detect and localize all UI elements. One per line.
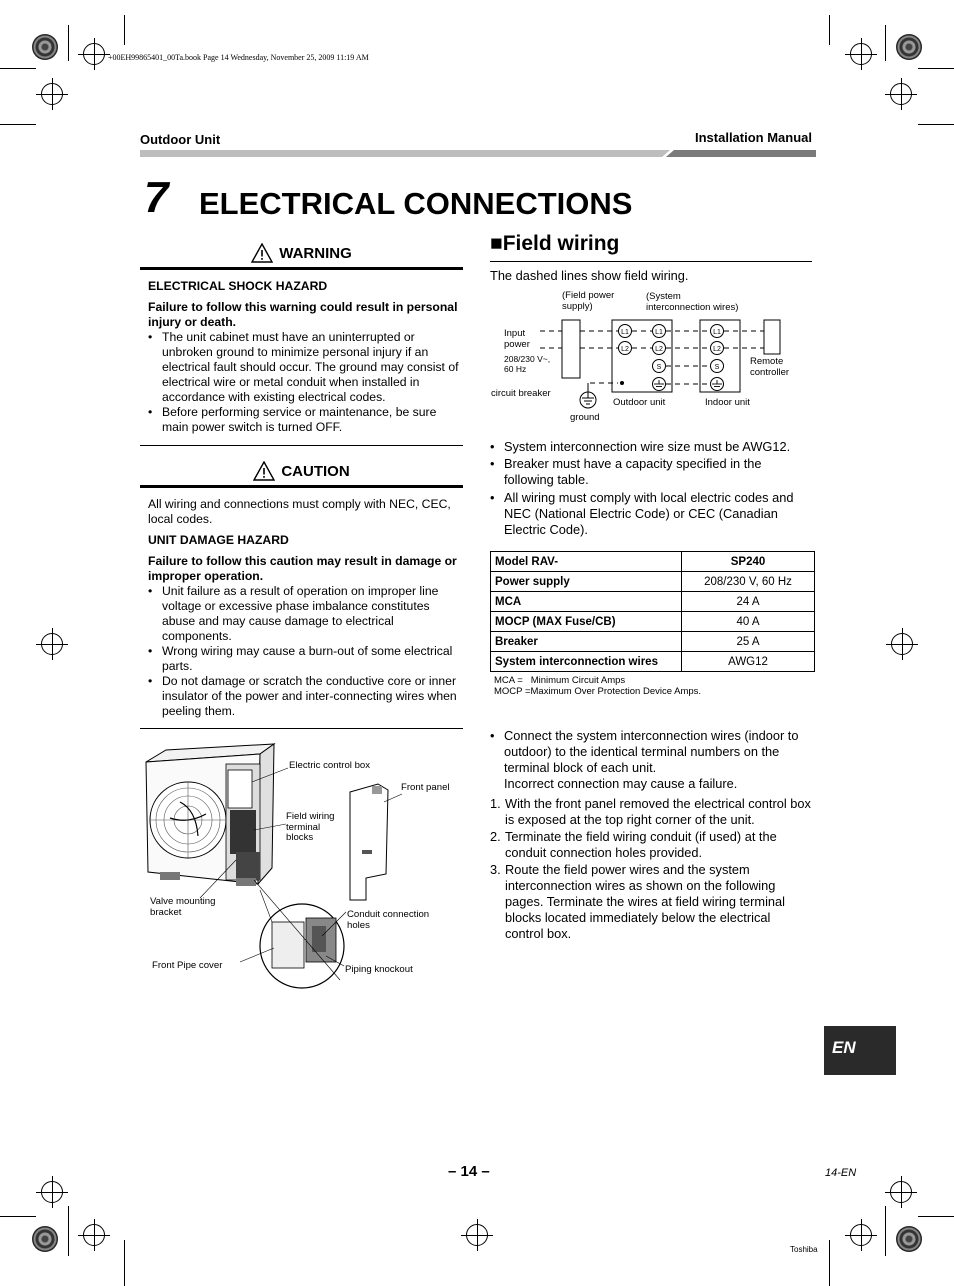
table-cell: Breaker bbox=[491, 632, 682, 652]
field-wiring-intro: The dashed lines show field wiring. bbox=[490, 268, 689, 283]
terminal-outdoor-mid-l2: L2 bbox=[655, 346, 663, 353]
step-text: With the front panel removed the electrical control box is exposed at the top right corner of the unit. bbox=[505, 796, 811, 827]
square-bullet-icon: ■ bbox=[490, 232, 503, 255]
label-system-interconnection: (System interconnection wires) bbox=[646, 291, 739, 313]
warning-box bbox=[140, 241, 463, 446]
label-piping-knockout: Piping knockout bbox=[345, 964, 413, 975]
language-tab-label: EN bbox=[832, 1038, 856, 1057]
terminal-indoor-s: S bbox=[714, 364, 720, 371]
caution-triangle-icon bbox=[253, 461, 275, 481]
label-indoor-unit: Indoor unit bbox=[705, 397, 750, 408]
header-left: Outdoor Unit bbox=[140, 132, 221, 147]
terminal-outdoor-l1: L1 bbox=[621, 329, 629, 336]
label-valve-mounting-bracket: Valve mounting bracket bbox=[150, 896, 216, 918]
bullet-item: • Connect the system interconnection wires (indoor to outdoor) to the identical terminal numbers on the terminal block of each unit. Incorrect connection may cause a failure. bbox=[490, 728, 812, 792]
connect-bullet bbox=[490, 712, 812, 808]
page-number: – 14 – bbox=[448, 1163, 490, 1180]
field-wiring-bullets bbox=[490, 439, 812, 538]
table-cell: 40 A bbox=[682, 612, 815, 632]
table-cell: AWG12 bbox=[682, 652, 815, 672]
table-row bbox=[491, 612, 815, 632]
label-field-power-supply: (Field power supply) bbox=[562, 290, 615, 312]
table-cell: MOCP (MAX Fuse/CB) bbox=[491, 612, 682, 632]
step-item: 3. Route the field power wires and the system interconnection wires as shown on the following pages. Terminate the wires at field wiring terminal blocks located immediately below the electrical control box. bbox=[490, 862, 786, 941]
table-cell: System interconnection wires bbox=[491, 652, 682, 672]
step-item: 2. Terminate the field wiring conduit (if used) at the conduit connection holes provided. bbox=[490, 829, 777, 860]
table-header-cell: SP240 bbox=[682, 552, 815, 572]
book-info-line: +00EH99865401_00Ta.book Page 14 Wednesday, November 25, 2009 11:19 AM bbox=[108, 53, 369, 62]
table-row bbox=[491, 552, 815, 572]
registration-mark-icon bbox=[850, 1224, 872, 1246]
registration-mark-icon bbox=[41, 83, 63, 105]
language-tab bbox=[824, 1026, 896, 1075]
warning-bullet: • The unit cabinet must have an uninterrupted or unbroken ground to minimize personal injury if an electrical fault should occur. The ground may consist of electrical wire or metal conduit when installed in accordance with existing electrical codes. bbox=[148, 330, 463, 405]
table-row bbox=[491, 652, 815, 672]
registration-rose-icon bbox=[896, 34, 922, 60]
registration-mark-icon bbox=[890, 83, 912, 105]
registration-mark-icon bbox=[83, 1224, 105, 1246]
terminal-outdoor-mid-s: S bbox=[656, 364, 662, 371]
steps-list bbox=[490, 796, 812, 942]
registration-mark-icon bbox=[41, 1181, 63, 1203]
page-code: 14-EN bbox=[825, 1167, 857, 1179]
registration-mark-icon bbox=[890, 1181, 912, 1203]
step-text: Terminate the field wiring conduit (if used) at the conduit connection holes provided. bbox=[505, 829, 777, 860]
registration-mark-icon bbox=[891, 633, 913, 655]
label-outdoor-unit: Outdoor unit bbox=[613, 397, 666, 408]
caution-hazard: UNIT DAMAGE HAZARD bbox=[148, 533, 289, 547]
bullet-item: • Breaker must have a capacity specified in the following table. bbox=[490, 456, 812, 488]
caution-bullet: • Do not damage or scratch the conductive core or inner insulator of the power and inter-connecting wires when peeling them. bbox=[148, 674, 463, 719]
step-item: 1. With the front panel removed the electrical control box is exposed at the top right corner of the unit. bbox=[490, 796, 811, 827]
warning-heading-label: WARNING bbox=[279, 244, 352, 262]
registration-mark-icon bbox=[466, 1224, 488, 1246]
table-note: MOCP =Maximum Over Protection Device Amps. bbox=[494, 686, 702, 697]
table-row bbox=[491, 592, 815, 612]
bullet-item: • System interconnection wire size must be AWG12. bbox=[490, 439, 812, 455]
outdoor-unit-figure bbox=[140, 740, 470, 990]
label-conduit-connection-holes: Conduit connection holes bbox=[347, 909, 430, 931]
table-row bbox=[491, 632, 815, 652]
field-wiring-title: Field wiring bbox=[502, 232, 620, 255]
registration-mark-icon bbox=[850, 43, 872, 65]
field-wiring-rule bbox=[490, 261, 812, 262]
warning-consequence: Failure to follow this warning could result in personal injury or death. bbox=[148, 300, 458, 329]
caution-bullet: • Wrong wiring may cause a burn-out of some electrical parts. bbox=[148, 644, 463, 674]
warning-hazard: ELECTRICAL SHOCK HAZARD bbox=[148, 279, 328, 293]
registration-rose-icon bbox=[32, 1226, 58, 1252]
chapter-number: 7 bbox=[144, 173, 169, 222]
brand-name: Toshiba bbox=[790, 1245, 818, 1254]
label-electric-control-box: Electric control box bbox=[289, 760, 371, 771]
warning-heading bbox=[140, 241, 463, 265]
label-input-power: Input power bbox=[504, 328, 530, 350]
label-ground: ground bbox=[570, 412, 600, 423]
label-voltage: 208/230 V~, 60 Hz bbox=[504, 354, 551, 374]
spec-table bbox=[490, 551, 815, 672]
registration-mark-icon bbox=[83, 43, 105, 65]
caution-bullet: • Unit failure as a result of operation on improper line voltage or excessive phase imbalance constitutes abuse and may cause damage to electrical components. bbox=[148, 584, 463, 644]
registration-rose-icon bbox=[896, 1226, 922, 1252]
table-row bbox=[491, 572, 815, 592]
table-cell: 25 A bbox=[682, 632, 815, 652]
label-field-wiring-terminal-blocks: Field wiring terminal blocks bbox=[286, 811, 335, 843]
terminal-indoor-l2: L2 bbox=[713, 346, 721, 353]
registration-mark-icon bbox=[41, 633, 63, 655]
registration-rose-icon bbox=[32, 34, 58, 60]
terminal-outdoor-l2: L2 bbox=[621, 346, 629, 353]
caution-heading bbox=[140, 459, 463, 483]
caution-consequence: Failure to follow this caution may result in damage or improper operation. bbox=[148, 554, 457, 583]
header-right: Installation Manual bbox=[694, 130, 812, 145]
terminal-indoor-l1: L1 bbox=[713, 329, 721, 336]
chapter-title: ELECTRICAL CONNECTIONS bbox=[199, 186, 633, 221]
warning-triangle-icon bbox=[251, 243, 273, 263]
bullet-item: • All wiring must comply with local electric codes and NEC (National Electric Code) or CEC (Canadian Electric Code). bbox=[490, 490, 812, 538]
step-text: Route the field power wires and the system interconnection wires as shown on the following pages. Terminate the wires at field wiring terminal blocks located immediately below the electrical control box. bbox=[505, 862, 786, 941]
terminal-outdoor-mid-l1: L1 bbox=[655, 329, 663, 336]
label-remote-controller: Remote controller bbox=[750, 356, 790, 378]
table-cell: 24 A bbox=[682, 592, 815, 612]
table-note: MCA = Minimum Circuit Amps bbox=[494, 675, 626, 686]
table-header-cell: Model RAV- bbox=[491, 552, 682, 572]
header-bar bbox=[140, 150, 816, 157]
table-cell: 208/230 V, 60 Hz bbox=[682, 572, 815, 592]
field-wiring-heading bbox=[490, 232, 619, 256]
caution-box bbox=[140, 459, 463, 729]
table-cell: MCA bbox=[491, 592, 682, 612]
caution-intro: All wiring and connections must comply with NEC, CEC, local codes. bbox=[148, 497, 451, 526]
table-cell: Power supply bbox=[491, 572, 682, 592]
warning-bullet: • Before performing service or maintenance, be sure main power switch is turned OFF. bbox=[148, 405, 463, 435]
label-front-pipe-cover: Front Pipe cover bbox=[152, 960, 223, 971]
caution-heading-label: CAUTION bbox=[281, 462, 350, 480]
label-front-panel: Front panel bbox=[401, 782, 450, 793]
label-circuit-breaker: circuit breaker bbox=[491, 388, 551, 399]
